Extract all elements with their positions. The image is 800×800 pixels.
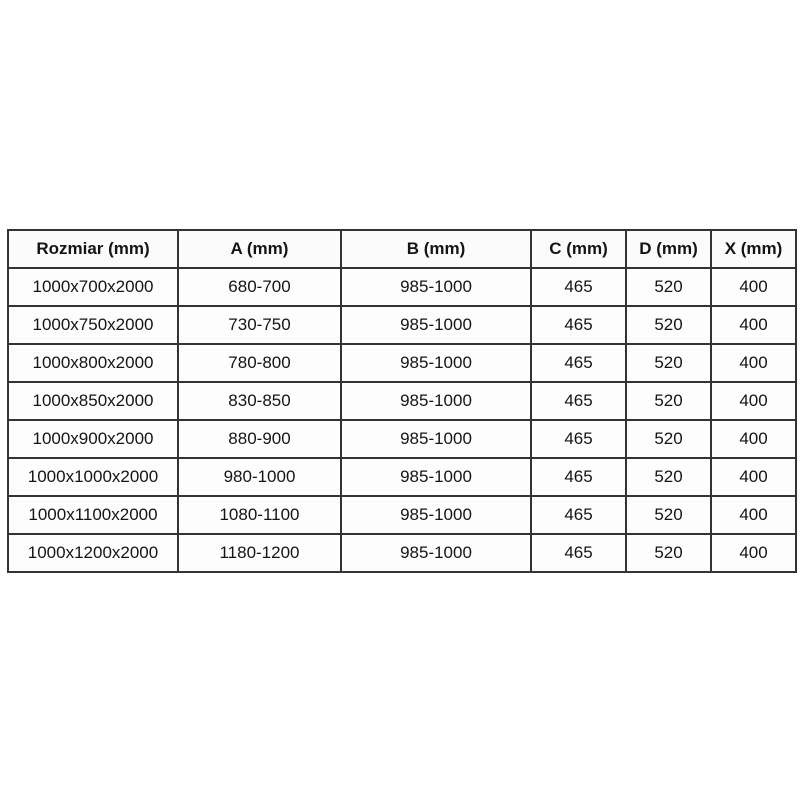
cell-c: 465 (531, 268, 626, 306)
cell-b: 985-1000 (341, 496, 531, 534)
cell-b: 985-1000 (341, 268, 531, 306)
table-row (8, 496, 796, 534)
table-row (8, 420, 796, 458)
header-row (8, 230, 796, 268)
cell-d: 520 (626, 306, 711, 344)
table-row (8, 382, 796, 420)
cell-b: 985-1000 (341, 344, 531, 382)
cell-d: 520 (626, 534, 711, 572)
cell-x: 400 (711, 268, 796, 306)
cell-c: 465 (531, 496, 626, 534)
column-header-c: C (mm) (531, 230, 626, 268)
cell-x: 400 (711, 420, 796, 458)
table-row (8, 268, 796, 306)
cell-c: 465 (531, 344, 626, 382)
cell-c: 465 (531, 534, 626, 572)
cell-rozmiar: 1000x1000x2000 (8, 458, 178, 496)
cell-a: 1080-1100 (178, 496, 341, 534)
cell-x: 400 (711, 534, 796, 572)
cell-rozmiar: 1000x1100x2000 (8, 496, 178, 534)
table-row (8, 344, 796, 382)
cell-a: 880-900 (178, 420, 341, 458)
cell-d: 520 (626, 268, 711, 306)
cell-d: 520 (626, 496, 711, 534)
cell-rozmiar: 1000x900x2000 (8, 420, 178, 458)
cell-b: 985-1000 (341, 534, 531, 572)
cell-a: 980-1000 (178, 458, 341, 496)
cell-x: 400 (711, 344, 796, 382)
cell-d: 520 (626, 458, 711, 496)
cell-rozmiar: 1000x800x2000 (8, 344, 178, 382)
cell-x: 400 (711, 306, 796, 344)
cell-b: 985-1000 (341, 458, 531, 496)
cell-c: 465 (531, 382, 626, 420)
cell-a: 680-700 (178, 268, 341, 306)
cell-d: 520 (626, 420, 711, 458)
table-row (8, 534, 796, 572)
cell-d: 520 (626, 382, 711, 420)
cell-c: 465 (531, 420, 626, 458)
cell-a: 1180-1200 (178, 534, 341, 572)
cell-b: 985-1000 (341, 306, 531, 344)
cell-x: 400 (711, 458, 796, 496)
column-header-d: D (mm) (626, 230, 711, 268)
column-header-b: B (mm) (341, 230, 531, 268)
cell-rozmiar: 1000x1200x2000 (8, 534, 178, 572)
cell-rozmiar: 1000x850x2000 (8, 382, 178, 420)
cell-a: 830-850 (178, 382, 341, 420)
table-row (8, 306, 796, 344)
cell-c: 465 (531, 306, 626, 344)
cell-x: 400 (711, 382, 796, 420)
cell-a: 780-800 (178, 344, 341, 382)
cell-c: 465 (531, 458, 626, 496)
cell-d: 520 (626, 344, 711, 382)
table-row (8, 458, 796, 496)
column-header-rozmiar: Rozmiar (mm) (8, 230, 178, 268)
dimensions-table (7, 229, 797, 573)
cell-b: 985-1000 (341, 420, 531, 458)
cell-b: 985-1000 (341, 382, 531, 420)
column-header-x: X (mm) (711, 230, 796, 268)
column-header-a: A (mm) (178, 230, 341, 268)
cell-a: 730-750 (178, 306, 341, 344)
cell-rozmiar: 1000x700x2000 (8, 268, 178, 306)
cell-x: 400 (711, 496, 796, 534)
cell-rozmiar: 1000x750x2000 (8, 306, 178, 344)
